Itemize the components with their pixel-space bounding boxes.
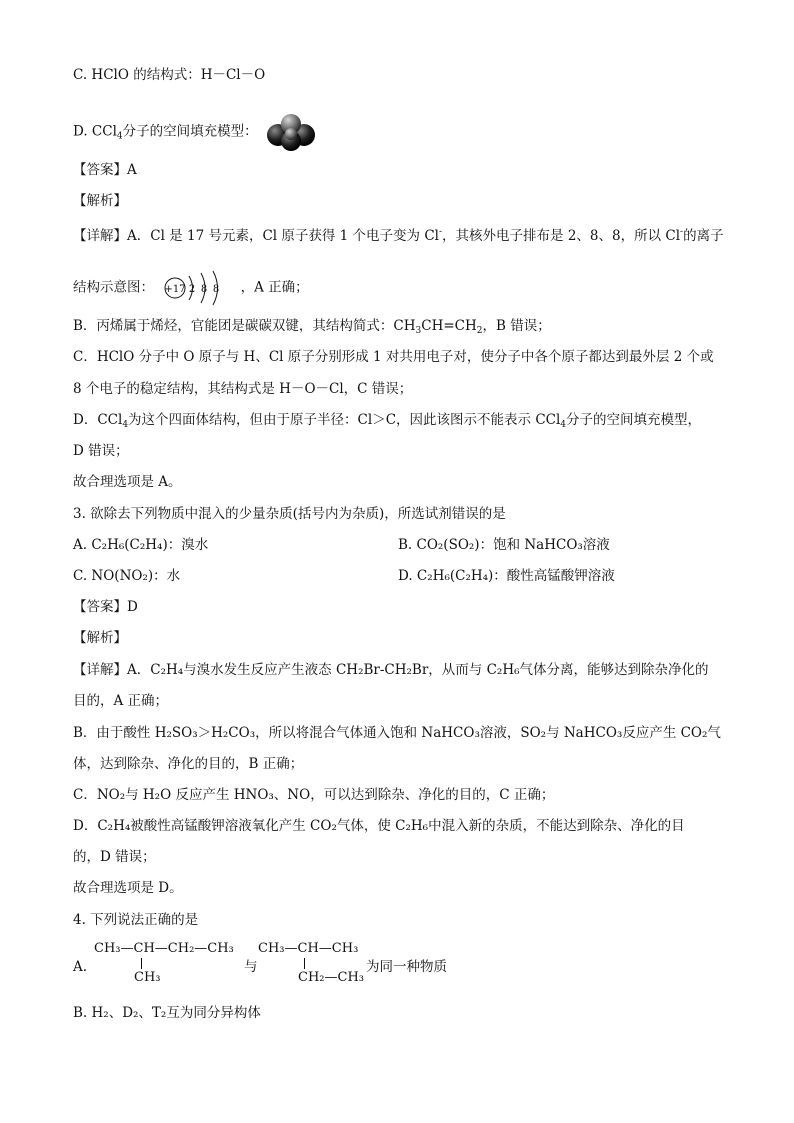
q3-option-d: D. C₂H₆(C₂H₄)：酸性高锰酸钾溶液: [398, 568, 615, 584]
q4-connector: 与: [244, 959, 258, 975]
q3-option-b: B. CO₂(SO₂)：饱和 NaHCO₃溶液: [398, 537, 610, 553]
q2-detail-b: B．丙烯属于烯烃，官能团是碳碳双键，其结构简式：$CH_3CH=CH_2$，B 错误；: [73, 318, 551, 336]
q2-detail-a-line1: 【详解】A．Cl 是 17 号元素，Cl 原子获得 1 个电子变为 Cl-，其核外电子排布是 2、8、8，所以 Cl-的离子: [73, 227, 724, 244]
q2-analysis-heading: 【解析】: [73, 193, 127, 209]
q4-struct2-main-chain: CH₃—CH—CH₃: [258, 941, 359, 956]
q3-analysis-heading: 【解析】: [73, 630, 127, 646]
q3-detail-d-line1: D．C₂H₄被酸性高锰酸钾溶液氧化产生 CO₂气体，使 C₂H₆中混入新的杂质，不能达到除杂、净化的目: [73, 818, 685, 834]
chloride-ion-structure-diagram-icon: [162, 270, 232, 306]
ccl4-space-filling-model-icon: [266, 113, 316, 151]
q3-detail-b-line1: B．由于酸性 H₂SO₃＞H₂CO₃，所以将混合气体通入饱和 NaHCO₃溶液，SO₂与 NaHCO₃反应产生 CO₂气: [73, 725, 721, 741]
atom-shell-2: 8: [201, 284, 208, 295]
q4-struct1-bond: [141, 958, 142, 969]
q4-option-a-suffix: 为同一种物质: [366, 959, 447, 975]
q3-detail-a-line1: 【详解】A．C₂H₄与溴水发生反应产生液态 CH₂Br-CH₂Br，从而与 C₂H₆气体分离，能够达到除杂净化的: [73, 662, 709, 678]
atom-nucleus: +17: [164, 284, 186, 295]
q2-detail-d-line2: D 错误；: [73, 443, 129, 459]
atom-shell-3: 8: [213, 284, 220, 295]
q2-conclusion: 故合理选项是 A。: [73, 474, 182, 490]
q4-stem: 4. 下列说法正确的是: [73, 912, 199, 928]
q3-detail-c: C．NO₂与 H₂O 反应产生 HNO₃、NO，可以达到除杂、净化的目的，C 正确；: [73, 787, 555, 803]
q3-detail-a-line2: 目的，A 正确；: [73, 693, 169, 709]
q4-struct1-branch: CH₃: [134, 970, 161, 985]
q4-option-b: B. H₂、D₂、T₂互为同分异构体: [73, 1005, 261, 1021]
atom-shell-1: 2: [189, 284, 196, 295]
q2-option-c: C. HClO 的结构式：H－Cl－O: [73, 67, 266, 83]
q4-option-a-label: A.: [73, 959, 88, 975]
q2-detail-c-line1: C．HClO 分子中 O 原子与 H、Cl 原子分别形成 1 对共用电子对，使分子中各个原子都达到最外层 2 个或: [73, 349, 714, 365]
q4-struct2-bond: [304, 958, 305, 969]
q2-option-d: D. CCl$_4$分子的空间填充模型：: [73, 113, 316, 151]
q2-detail-c-line2: 8 个电子的稳定结构，其结构式是 H－O－Cl，C 错误；: [73, 381, 413, 397]
q4-struct2-branch: CH₂—CH₃: [298, 970, 364, 985]
q3-detail-b-line2: 体，达到除杂、净化的目的，B 正确；: [73, 756, 304, 772]
q3-detail-d-line2: 的，D 错误；: [73, 849, 156, 865]
q2-detail-a-line2: 结构示意图： +17 2 8 8 ，A 正确；: [73, 270, 309, 306]
q3-option-c: C. NO(NO₂)：水: [73, 568, 181, 584]
q2-answer: 【答案】A: [73, 162, 137, 178]
q3-answer: 【答案】D: [73, 599, 138, 615]
q2-detail-d-line1: D．CCl$_4$为这个四面体结构，但由于原子半径：Cl＞C，因此该图示不能表示 CCl$_4$分子的空间填充模型，: [73, 412, 702, 430]
q3-stem: 3. 欲除去下列物质中混入的少量杂质(括号内为杂质)，所选试剂错误的是: [73, 506, 506, 522]
q4-struct1-main-chain: CH₃—CH—CH₂—CH₃: [94, 941, 234, 956]
q3-option-a: A. C₂H₆(C₂H₄)：溴水: [73, 537, 209, 553]
q3-conclusion: 故合理选项是 D。: [73, 880, 183, 896]
